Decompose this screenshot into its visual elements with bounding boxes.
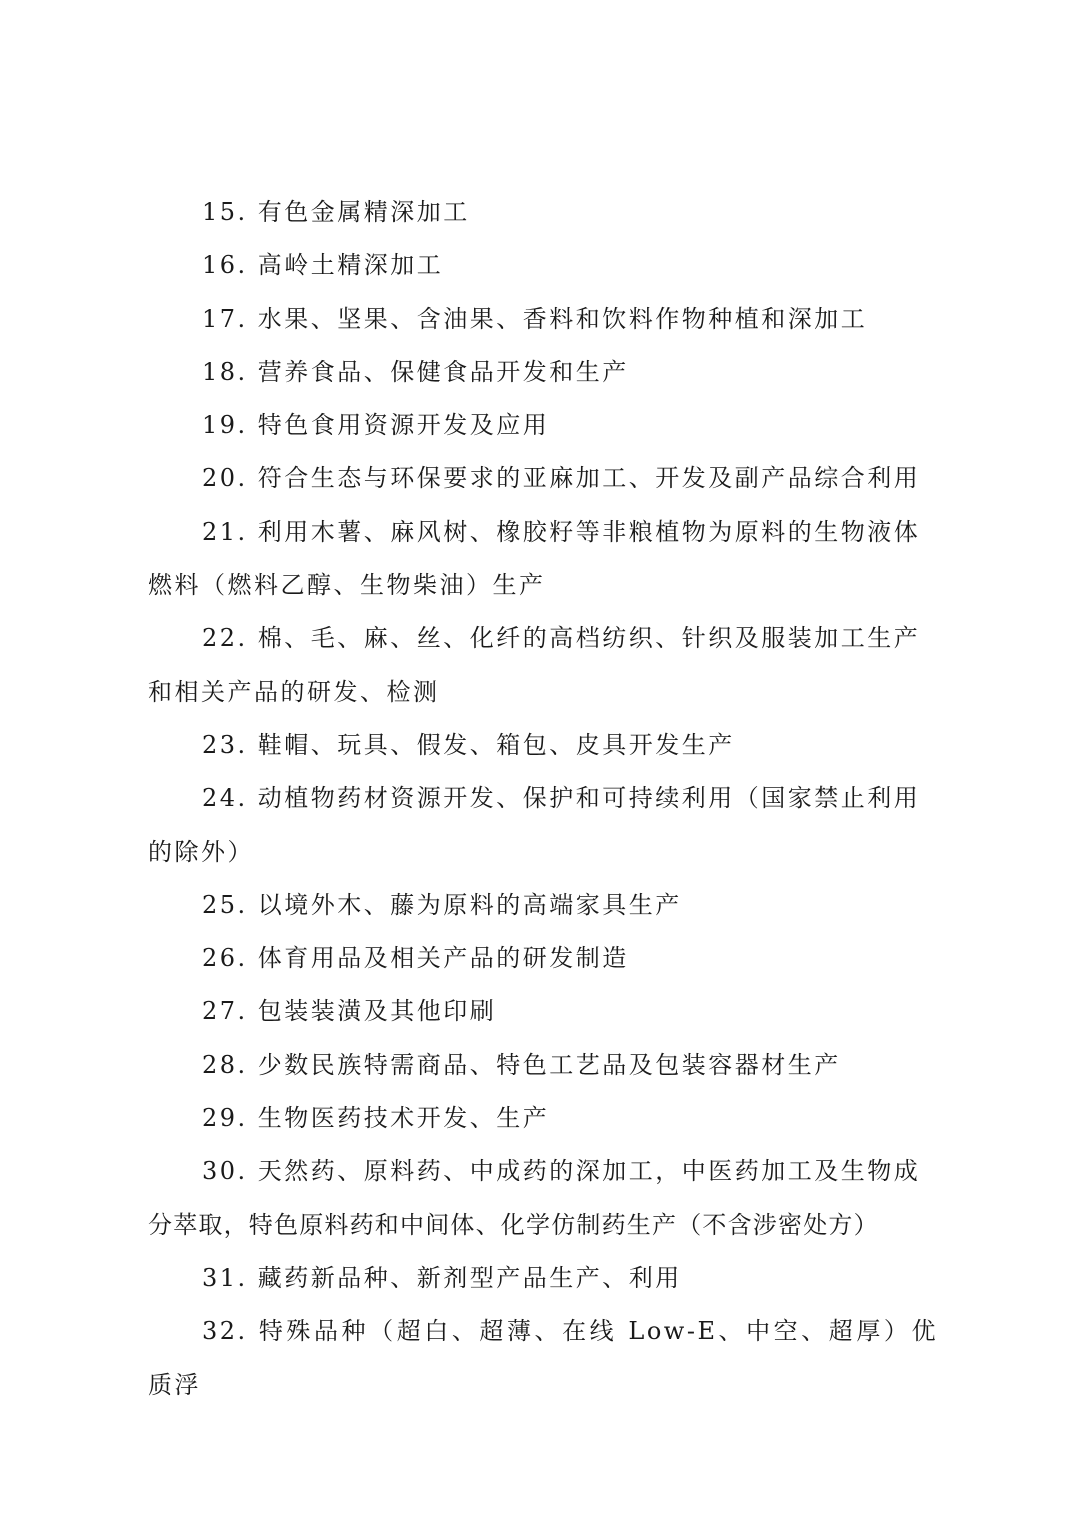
item-text: 25. 以境外木、藤为原料的高端家具生产 (202, 890, 682, 919)
item-text-continued: 分萃取，特色原料药和中间体、化学仿制药生产（不含涉密处方） (148, 1210, 879, 1239)
list-item (148, 293, 938, 346)
item-text-continued: 和相关产品的研发、检测 (148, 677, 440, 706)
item-text: 16. 高岭土精深加工 (202, 251, 444, 280)
item-text: 24. 动植物药材资源开发、保护和可持续利用（国家禁止利用 (202, 784, 921, 813)
list-item (148, 879, 938, 932)
item-text: 30. 天然药、原料药、中成药的深加工，中医药加工及生物成 (202, 1157, 921, 1186)
list-item (148, 1039, 938, 1092)
list-item (148, 399, 938, 452)
list-item (148, 346, 938, 399)
item-text: 28. 少数民族特需商品、特色工艺品及包装容器材生产 (202, 1050, 841, 1079)
item-text: 15. 有色金属精深加工 (202, 198, 470, 226)
item-text: 31. 藏药新品种、新剂型产品生产、利用 (202, 1263, 682, 1292)
list-item (148, 719, 938, 772)
list-item (148, 506, 938, 613)
item-list (148, 186, 938, 1412)
item-text: 21. 利用木薯、麻风树、橡胶籽等非粮植物为原料的生物液体 (202, 517, 921, 546)
item-text: 29. 生物医药技术开发、生产 (202, 1104, 550, 1133)
item-text: 27. 包装装潢及其他印刷 (202, 997, 497, 1026)
item-text: 17. 水果、坚果、含油果、香料和饮料作物种植和深加工 (202, 304, 868, 333)
list-item (148, 612, 938, 719)
item-text-continued: 的除外） (148, 837, 254, 866)
list-item (148, 1145, 938, 1252)
item-text: 22. 棉、毛、麻、丝、化纤的高档纺织、针织及服装加工生产 (202, 624, 921, 653)
item-text: 26. 体育用品及相关产品的研发制造 (202, 944, 629, 973)
item-text: 18. 营养食品、保健食品开发和生产 (202, 357, 629, 386)
item-text: 20. 符合生态与环保要求的亚麻加工、开发及副产品综合利用 (202, 464, 921, 493)
list-item (148, 239, 938, 292)
list-item (148, 1092, 938, 1145)
list-item (148, 1305, 938, 1412)
list-item (148, 985, 938, 1038)
list-item (148, 1252, 938, 1305)
item-text-continued: 燃料（燃料乙醇、生物柴油）生产 (148, 571, 546, 600)
list-item (148, 772, 938, 879)
list-item (148, 932, 938, 985)
item-text: 23. 鞋帽、玩具、假发、箱包、皮具开发生产 (202, 730, 735, 759)
list-item (148, 186, 938, 239)
item-text: 32. 特殊品种（超白、超薄、在线 Low-E、中空、超厚）优质浮 (148, 1317, 938, 1399)
item-text: 19. 特色食用资源开发及应用 (202, 411, 550, 440)
list-item (148, 452, 938, 505)
